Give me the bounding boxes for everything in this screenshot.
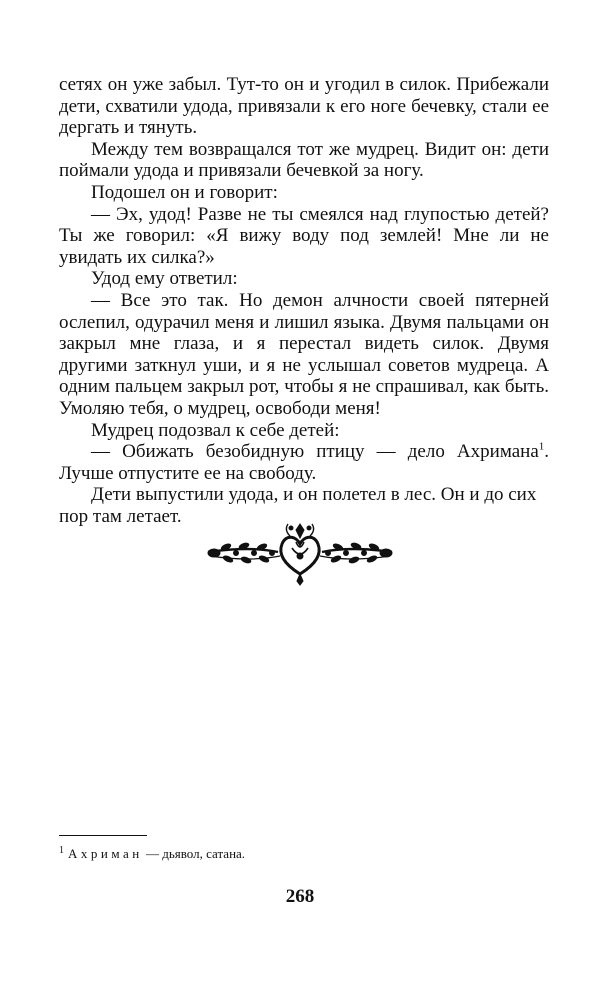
main-text xyxy=(59,74,549,527)
paragraph-2: Между тем возвращался тот же мудрец. Видит он: дети поймали удода и привязали бечевкой за ногу. xyxy=(59,138,549,182)
paragraph-6: — Все это так. Но демон алчности своей пятерней ослепил, одурачил меня и лишил языка. Двумя пальцами он закрыл мне глаза, и я перестал видеть силок. Двумя другими заткнул уши, и я не услышал советов мудреца. А одним пальцем закрыл рот, чтобы я не спрашивал, как быть. Умоляю тебя, о мудрец, освободи меня! xyxy=(59,289,549,419)
footnote-definition: — дьявол, сатана. xyxy=(142,846,246,861)
paragraph-9: Дети выпустили удода, и он полетел в лес. Он и до сих пор там летает. xyxy=(59,484,537,527)
paragraph-7: Мудрец подозвал к себе детей: xyxy=(91,419,340,441)
paragraph-4: — Эх, удод! Разве не ты смеялся над глупостью детей? Ты же говорил: «Я вижу воду под землей! Мне ли не увидать их силка?» xyxy=(59,203,549,268)
footnote-reference[interactable]: 1 xyxy=(538,440,545,453)
paragraph-8 xyxy=(59,441,549,484)
footnote-mark: 1 xyxy=(59,844,64,856)
paragraph-1: сетях он уже забыл. Тут-то он и угодил в силок. Прибежали дети, схватили удода, привязали к его ноге бечевку, стали ее дергать и тянуть. xyxy=(59,74,549,139)
page-number: 268 xyxy=(285,886,315,907)
paragraph-5: Удод ему ответил: xyxy=(91,268,238,290)
floral-vignette-icon xyxy=(200,516,400,586)
paragraph-8-text: — Обижать безобидную птицу — дело Ахримана xyxy=(91,441,539,463)
footnote-term: Ахриман xyxy=(68,846,143,861)
paragraph-3: Подошел он и говорит: xyxy=(91,181,278,203)
footnote xyxy=(59,846,245,862)
footnote-divider xyxy=(59,835,147,836)
paragraph-8-text-end: . Лучше отпустите ее на свободу. xyxy=(59,441,549,484)
